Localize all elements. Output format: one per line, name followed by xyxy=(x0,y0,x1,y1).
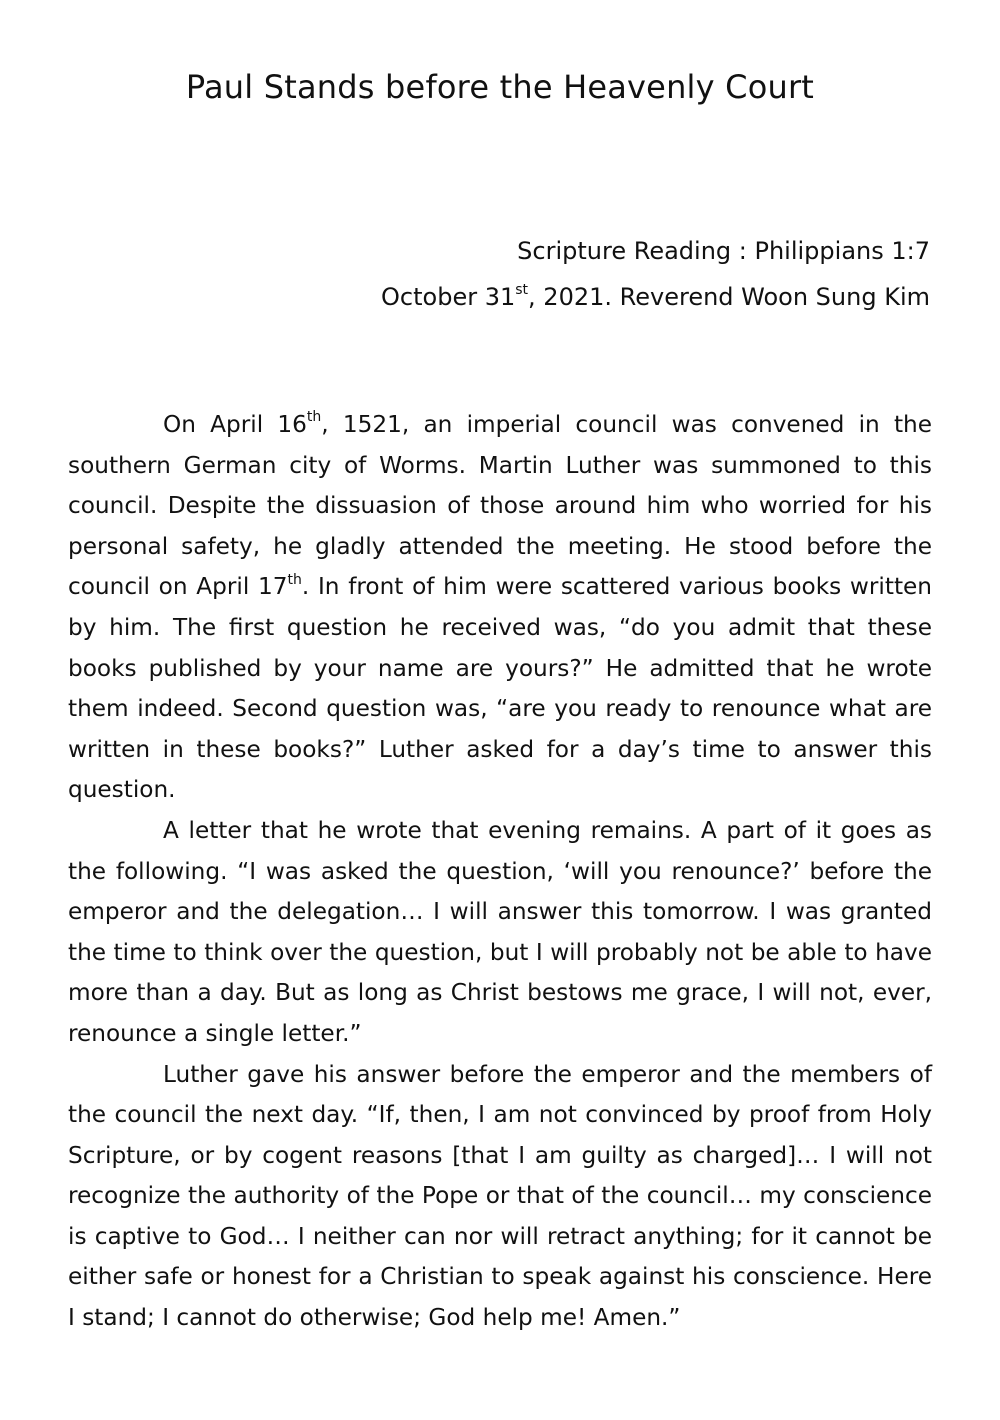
scripture-reading: Scripture Reading : Philippians 1:7 xyxy=(517,237,930,265)
paragraph-1-ordinal-2: th xyxy=(287,571,302,588)
byline-date-ordinal: st xyxy=(515,282,529,298)
byline-author: , 2021. Reverend Woon Sung Kim xyxy=(528,283,930,311)
paragraph-1-text-a: On April 16 xyxy=(163,411,307,438)
paragraph-2: A letter that he wrote that evening remains. A part of it goes as the following. “I was asked the question, ‘will you renounce?’ before the emperor and the delegation… I will answer this tomorrow. I was granted the time to think over the question, but I will probably not be able to have more than a day. But as long as Christ bestows me grace, I will not, ever, renounce a single letter.” xyxy=(68,816,932,1047)
paragraph-1-text-b: , 1521, an imperial council was convened in the southern German city of Worms. Martin Luther was summoned to this council. Despite the dissuasion of those around him who worried for his personal safety, he gladly attended the meeting. He stood before the council on April 17 xyxy=(68,411,932,601)
byline xyxy=(70,274,930,320)
paragraph-1-ordinal-1: th xyxy=(306,409,322,426)
paragraph-1 xyxy=(68,405,932,811)
page-title: Paul Stands before the Heavenly Court xyxy=(185,68,815,106)
paragraph-3: Luther gave his answer before the emperor and the members of the council the next day. “If, then, I am not convinced by proof from Holy Scripture, or by cogent reasons [that I am guilty as charged]… I will not recognize the authority of the Pope or that of the council… my conscience is captive to God… I neither can nor will retract anything; for it cannot be either safe or honest for a Christian to speak against his conscience. Here I stand; I cannot do otherwise; God help me! Amen.” xyxy=(68,1060,932,1332)
sermon-body xyxy=(68,405,932,1339)
paragraph-1-text-c: . In front of him were scattered various books written by him. The first question he received was, “do you admit that these books published by your name are yours?” He admitted that he wrote them indeed. Second question was, “are you ready to renounce what are written in these books?” Luther asked for a day’s time to answer this question. xyxy=(68,573,933,804)
sermon-meta xyxy=(70,228,930,320)
byline-date: October 31 xyxy=(381,283,516,311)
